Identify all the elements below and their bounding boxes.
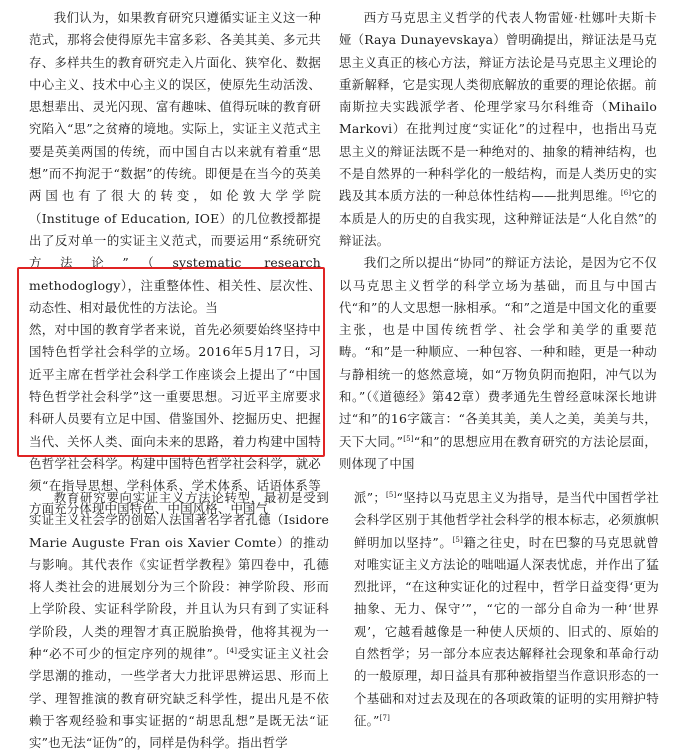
citation-marker: [6] — [620, 189, 632, 198]
citation-marker: [7] — [379, 713, 391, 722]
column-top-right — [339, 7, 658, 471]
citation-marker: [5] — [385, 490, 397, 499]
citation-marker: [4] — [226, 646, 238, 655]
column-bottom-right — [354, 487, 659, 745]
paragraph: 我们认为，如果教育研究只遵循实证主义这一种范式，那将会使得原先丰富多彩、各美其美、多元共存、多样共生的教育研究走入片面化、狭窄化、数据中心主义、技术中心主义的误区，使原先生动活泼、思想辈出、灵光闪现、富有趣味、值得玩味的教育研究陷入“思”之贫瘠的境地。实际上，实证主义范式主要是英美两国的传统，而中国自古以来就有着重“思想”而不拘泥于“数据”的传统。即便是在当今的英美两国也有了很大的转变，如伦敦大学学院（Instituge of Education, IOE）的几位教授都提出了反对单一的实证主义范式，而要运用“系统研究方法论”（systematic research methodoglogy），注重整体性、相关性、层次性、动态性、相对最优性的方法论。当 — [29, 10, 321, 315]
citation-marker: [5] — [452, 535, 463, 544]
paragraph: 派”；[5]“坚持以马克思主义为指导，是当代中国哲学社会科学区别于其他哲学社会科学的根本标志，必须旗帜鲜明加以坚持”。[5]籍之往史，时在巴黎的马克思就曾对唯实证主义方法论的咄咄逼人深表忧虑，并作出了猛烈批评，“在这种实证化的过程中，哲学日益变得‘更为抽象、无力、保守’”，“它的一部分自命为一种‘世界观’，它越看越像是一种使人厌烦的、旧式的、原始的自然哲学；另一部分本应表达解释社会现象和革命行动的一般原理，却日益具有那种被指望当作意识形态的一个基础和对过去及现在的各项政策的证明的实用辩护特征。”[7] — [354, 490, 660, 728]
paragraph: 我们之所以提出“协同”的辩证方法论，是因为它不仅以马克思主义哲学的科学立场为基础，而且与中国古代“和”的人文思想一脉相承。“和”之道是中国文化的重要主张，也是中国传统哲学、社会学和美学的重要范畴。“和”是一种顺应、一种包容、一种和睦，更是一种动与静相统一的悠然意境，如“万物负阴而抱阳，冲气以为和。”（《道德经》第42章）费孝通先生曾经意味深长地讲过“和”的16字箴言：“各美其美，美人之美，美美与共，天下大同。”[5]“和”的思想应用在教育研究的方法论层面，则体现了中国 — [339, 255, 658, 471]
citation-marker: [5] — [403, 434, 414, 443]
highlighted-paragraph: 然，对中国的教育学者来说，首先必须要始终坚持中国特色哲学社会科学的立场。2016年5月17日，习近平主席在哲学社会科学工作座谈会上提出了“中国特色哲学社会科学”这一重要思想。习近平主席要求科研人员要有立足中国、借鉴国外、挖掘历史、把握当代、关怀人类、面向未来的思路，着力构建中国特色哲学社会科学。构建中国特色哲学社会科学，就必须“在指导思想、学科体系、学术体系、话语体系等方面充分体现中国特色、中国风格、中国气 — [29, 322, 321, 516]
column-bottom-left — [29, 487, 329, 751]
column-top-left — [29, 7, 321, 516]
paragraph: 西方马克思主义哲学的代表人物雷娅·杜娜叶夫斯卡娅（Raya Dunayevskaya）曾明确提出，辩证法是马克思主义真正的核心方法，辩证方法论是马克思主义理论的重新解释，它是实现人类彻底解放的重要的理论依据。前南斯拉夫实践派学者、伦理学家马尔科维奇（Mihailo Markovi）在批判过度“实证化”的过程中，也指出马克思主义的辩证法既不是一种绝对的、抽象的精神结构，也不是自然界的一种科学化的一般结构，而是人类历史的实践及其本质方法的一种总体性结构——批判思维。[6]它的本质是人的历史的自我实现，这种辩证法是“人化自然”的辩证法。 — [339, 10, 658, 248]
paragraph: 教育研究要向实证主义方法论转型，最初是受到实证主义社会学的创始人法国著名学者孔德（Isidore Marie Auguste Fran ois Xavier Comte）的推动与影响。其代表作《实证哲学教程》第四卷中，孔德将人类社会的进展划分为三个阶段：神学阶段、形而上学阶段、实证科学阶段，并且认为只有到了实证科学阶段，人类的理智才真正脱胎换骨，他将其视为一种“必不可少的恒定序列的规律”。[4]受实证主义社会学思潮的推动，一些学者大力批评思辨运思、形而上学、理智推演的教育研究缺乏科学性，提出凡是不依赖于客观经验和事实证据的“胡思乱想”是既无法“证实”也无法“证伪”的，同样是伪科学。指出哲学 — [29, 490, 329, 751]
